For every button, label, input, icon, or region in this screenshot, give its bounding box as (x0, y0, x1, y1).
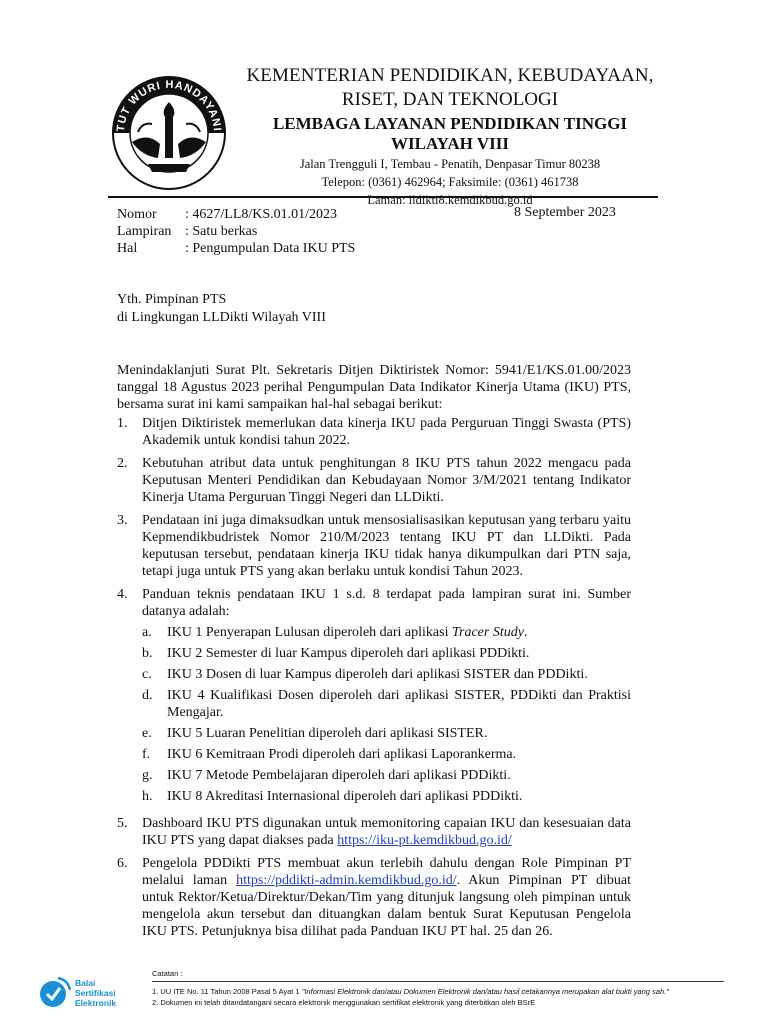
bsre-logo-icon (38, 972, 148, 1012)
list-item: 1. Ditjen Diktiristek memerlukan data kinerja IKU pada Perguruan Tinggi Swasta (PTS) Akademik untuk kondisi tahun 2022. (117, 416, 631, 448)
letter-body (117, 362, 631, 946)
institution-name-line1: LEMBAGA LAYANAN PENDIDIKAN TINGGI (272, 114, 628, 133)
sub-list-item: h. IKU 8 Akreditasi Internasional diperoleh dari aplikasi PDDikti. (142, 788, 631, 805)
phone-fax: Telepon: (0361) 462964; Faksimile: (0361) 461738 (321, 175, 579, 189)
footer-note-1-quote: "Informasi Elektronik dan/atau Dokumen Elektronik dan/atau hasil cetakannya merupakan alat bukti yang sah." (301, 987, 669, 996)
tut-wuri-handayani-logo-icon (108, 72, 230, 194)
footer-note-1: 1. UU ITE No. 11 Tahun 2008 Pasal 5 Ayat 1 "Informasi Elektronik dan/atau Dokumen Elektronik dan/atau hasil cetakannya merupakan alat bukti yang sah." (152, 987, 669, 996)
item-4-text: Panduan teknis pendataan IKU 1 s.d. 8 terdapat pada lampiran surat ini. Sumber datanya adalah: (142, 587, 631, 619)
item-6-text: Pengelola PDDikti PTS membuat akun terlebih dahulu dengan Role Pimpinan PT melalui laman (142, 856, 631, 888)
footer-notes (152, 986, 742, 1008)
bsre-line1: Balai (75, 978, 96, 988)
ministry-name-line1: KEMENTERIAN PENDIDIKAN, KEBUDAYAAN, (246, 65, 654, 86)
bsre-line3: Elektronik (75, 998, 117, 1008)
footer-divider (152, 981, 724, 982)
intro-paragraph: Menindaklanjuti Surat Plt. Sekretaris Ditjen Diktiristek Nomor: 5941/E1/KS.01.00/2023 tanggal 18 Agustus 2023 perihal Pengumpulan Data Indikator Kinerja Utama (IKU) PTS, bersama surat ini kami sampaikan hal-hal sebagai berikut: (117, 363, 631, 412)
sub-list-item: b. IKU 2 Semester di luar Kampus diperoleh dari aplikasi PDDikti. (142, 645, 631, 662)
recipient-line2: di Lingkungan LLDikti Wilayah VIII (117, 310, 326, 325)
sub-a-text: IKU 1 Penyerapan Lulusan diperoleh dari aplikasi (167, 625, 452, 640)
sub-list-item: c. IKU 3 Dosen di luar Kampus diperoleh dari aplikasi SISTER dan PDDikti. (142, 666, 631, 683)
lampiran-value: : Satu berkas (185, 224, 258, 239)
sub-list-item: a. IKU 1 Penyerapan Lulusan diperoleh dari aplikasi Tracer Study. (142, 625, 528, 640)
sub-h-text: IKU 8 Akreditasi Internasional diperoleh dari aplikasi PDDikti. (167, 789, 523, 804)
list-item: 3. Pendataan ini juga dimaksudkan untuk mensosialisasikan keputusan yang terbaru yaitu Kepmendikbudristek Nomor 210/M/2023 tentang IKU PT dan LLDikti. Pada keputusan tersebut, pendataan kinerja IKU tidak hanya dikumpulkan dari PTN saja, tetapi juga untuk PTS yang akan berlaku untuk kondisi Tahun 2023. (117, 513, 631, 579)
svg-text:TUT WURI HANDAYANI: TUT WURI HANDAYANI (114, 78, 224, 133)
nomor-value: : 4627/LL8/KS.01.01/2023 (185, 207, 338, 222)
bsre-line2: Sertifikasi (75, 988, 116, 998)
item-2-text: Kebutuhan atribut data untuk penghitungan 8 IKU PTS tahun 2022 mengacu pada Keputusan Menteri Pendidikan dan Kebudayaan Nomor 3/M/2021 tentang Indikator Kinerja Utama Perguruan Tinggi Negeri dan LLDikti. (142, 456, 631, 505)
nomor-label: Nomor (117, 207, 157, 222)
meta-hal (117, 240, 355, 257)
footer-note-2: 2. Dokumen ini telah ditandatangani secara elektronik menggunakan sertifikat elektronik yang diterbitkan oleh BSrE (152, 998, 536, 1007)
sub-d-text: IKU 4 Kualifikasi Dosen diperoleh dari aplikasi SISTER, PDDikti dan Praktisi Mengajar. (167, 688, 631, 720)
hal-value: : Pengumpulan Data IKU PTS (185, 241, 356, 256)
pddikti-admin-link[interactable]: https://pddikti-admin.kemdikbud.go.id/ (236, 873, 457, 888)
recipient-line1: Yth. Pimpinan PTS (117, 292, 227, 307)
website: Laman: lldikti8.kemdikbud.go.id (367, 193, 533, 207)
sub-list-item: f. IKU 6 Kemitraan Prodi diperoleh dari aplikasi Laporankerma. (142, 746, 631, 763)
sub-e-text: IKU 5 Luaran Penelitian diperoleh dari aplikasi SISTER. (167, 726, 488, 741)
sub-c-text: IKU 3 Dosen di luar Kampus diperoleh dari aplikasi SISTER dan PDDikti. (167, 667, 588, 682)
item-1-text: Ditjen Diktiristek memerlukan data kinerja IKU pada Perguruan Tinggi Swasta (PTS) Akademik untuk kondisi tahun 2022. (142, 416, 631, 448)
sub-g-text: IKU 7 Metode Pembelajaran diperoleh dari aplikasi PDDikti. (167, 768, 511, 783)
sub-list-item: d. IKU 4 Kualifikasi Dosen diperoleh dari aplikasi SISTER, PDDikti dan Praktisi Mengajar. (142, 688, 631, 720)
letter-date: 8 September 2023 (514, 205, 616, 220)
meta-nomor (117, 206, 355, 223)
main-list (117, 415, 631, 940)
lampiran-label: Lampiran (117, 224, 172, 239)
iku-dashboard-link[interactable]: https://iku-pt.kemdikbud.go.id/ (337, 833, 512, 848)
item-3-text: Pendataan ini juga dimaksudkan untuk mensosialisasikan keputusan yang terbaru yaitu Kepmendikbudristek Nomor 210/M/2023 tentang IKU PT dan LLDikti. Pada keputusan tersebut, pendataan kinerja IKU tidak hanya dikumpulkan dari PTN saja, tetapi juga untuk PTS yang akan berlaku untuk kondisi Tahun 2023. (142, 513, 631, 579)
list-item: 6. Pengelola PDDikti PTS membuat akun terlebih dahulu dengan Role Pimpinan PT melalui laman https://pddikti-admin.kemdikbud.go.id/. Akun Pimpinan PT dibuat untuk Rektor/Ketua/Direktur/Dekan/Tim yang ditunjuk langsung oleh pimpinan untuk mengelola akun tersebut dan dituangkan dalam bentuk Surat Keputusan Pengelola IKU PTS. Petunjuknya bisa dilihat pada Panduan IKU PT hal. 25 dan 26. (117, 856, 631, 939)
list-item: 4. Panduan teknis pendataan IKU 1 s.d. 8 terdapat pada lampiran surat ini. Sumber datanya adalah: a. IKU 1 Penyerapan Lulusan diperoleh dari aplikasi Tracer Study. b. IKU 2 Semester di luar Kampus diperoleh dari aplikasi PDDikti. c. IKU 3 Dosen di luar Kampus diperoleh dari aplikasi SISTER dan PDDikti. d. IKU 4 Kualifikasi Dosen diperoleh dari aplikasi SISTER, PDDikti dan Praktisi Mengajar. e. IKU 5 Luaran Penelitian diperoleh dari aplikasi SISTER. f. IKU 6 Kemitraan Prodi diperoleh dari aplikasi Laporankerma. g. IKU 7 Metode Pembelajaran diperoleh dari aplikasi PDDikti. h. IKU 8 Akreditasi Internasional diperoleh dari aplikasi PDDikti. (117, 587, 631, 804)
address: Jalan Trengguli I, Tembau - Penatih, Denpasar Timur 80238 (299, 157, 601, 171)
hal-label: Hal (117, 241, 138, 256)
recipient (117, 291, 326, 327)
letterhead (230, 64, 670, 208)
letter-meta (117, 206, 355, 257)
institution-name-line2: WILAYAH VIII (391, 134, 509, 153)
letterhead-divider (108, 196, 658, 198)
ministry-name-line2: RISET, DAN TEKNOLOGI (341, 89, 559, 110)
list-item: 2. Kebutuhan atribut data untuk penghitungan 8 IKU PTS tahun 2022 mengacu pada Keputusan Menteri Pendidikan dan Kebudayaan Nomor 3/M/2021 tentang Indikator Kinerja Utama Perguruan Tinggi Negeri dan LLDikti. (117, 456, 631, 505)
sub-a-emphasis: Tracer Study (451, 625, 524, 640)
sub-b-text: IKU 2 Semester di luar Kampus diperoleh dari aplikasi PDDikti. (167, 646, 530, 661)
sub-list-item: g. IKU 7 Metode Pembelajaran diperoleh dari aplikasi PDDikti. (142, 767, 631, 784)
sub-list-item: e. IKU 5 Luaran Penelitian diperoleh dari aplikasi SISTER. (142, 725, 631, 742)
sub-list (142, 624, 631, 805)
meta-lampiran (117, 223, 355, 240)
sub-f-text: IKU 6 Kemitraan Prodi diperoleh dari aplikasi Laporankerma. (167, 747, 517, 762)
footer-catatan: Catatan : (152, 969, 183, 978)
item-5-text: Dashboard IKU PTS digunakan untuk memonitoring capaian IKU dan kesesuaian data IKU PTS yang dapat diakses pada (142, 816, 631, 848)
list-item: 5. Dashboard IKU PTS digunakan untuk memonitoring capaian IKU dan kesesuaian data IKU PTS yang dapat diakses pada https://iku-pt.kemdikbud.go.id/ (117, 816, 631, 848)
item-6-text-continued: . Akun Pimpinan PT dibuat untuk Rektor/Ketua/Direktur/Dekan/Tim yang ditunjuk langsung oleh pimpinan untuk mengelola akun tersebut dan dituangkan dalam bentuk Surat Keputusan Pengelola IKU PTS. Petunjuknya bisa dilihat pada Panduan IKU PT hal. 25 dan 26. (142, 873, 631, 939)
